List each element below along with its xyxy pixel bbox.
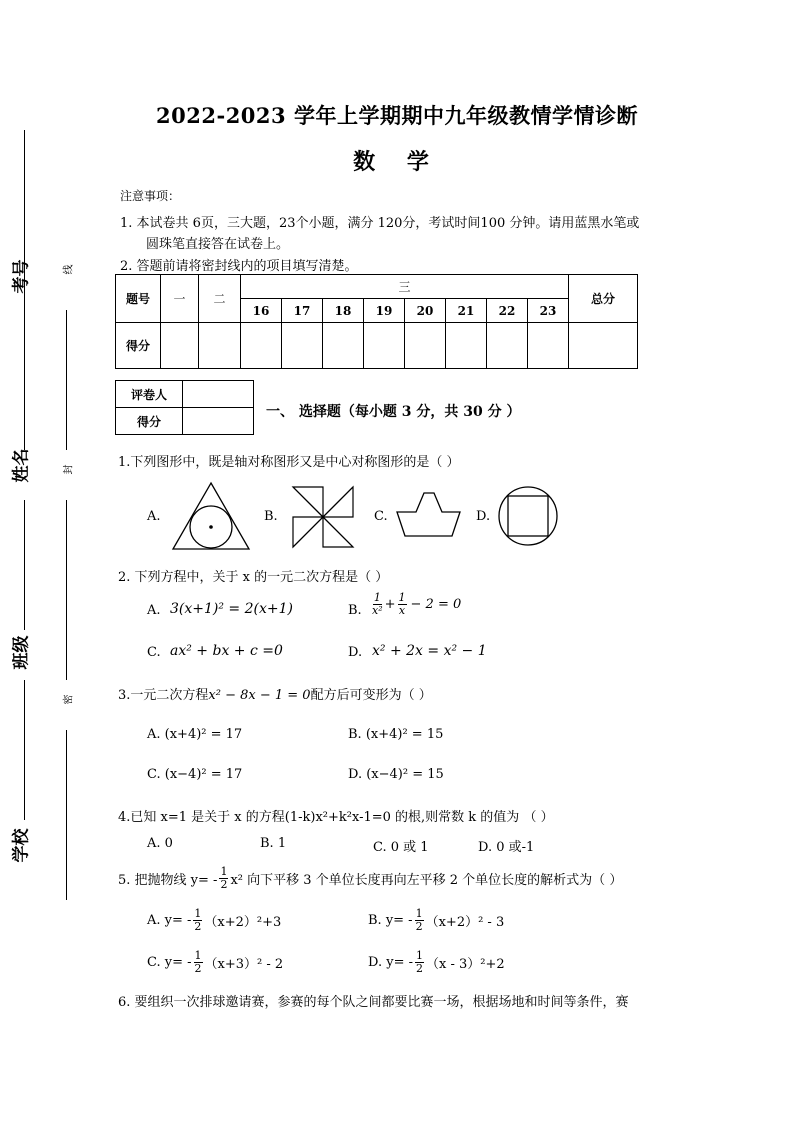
score-col-2: 二 — [199, 275, 241, 323]
q5-opt-c — [147, 950, 283, 975]
q2-opt-a: 3(x+1)² = 2(x+1) — [170, 601, 293, 617]
seal-mark-seal: 封 — [63, 464, 75, 475]
score-table — [115, 274, 638, 369]
score-sub-21: 21 — [446, 299, 487, 323]
score-row-label: 得分 — [116, 323, 161, 369]
score-sub-17: 17 — [282, 299, 323, 323]
q1-figure-c — [394, 490, 464, 540]
q3-opt-d: D. (x−4)² = 15 — [348, 767, 444, 782]
q4-opt-d: D. 0 或-1 — [478, 840, 535, 855]
q1-figure-a — [170, 480, 252, 552]
q4-opt-b: B. 1 — [260, 836, 287, 851]
triangle-shape — [173, 483, 249, 549]
q5-d-num: 1 — [416, 949, 423, 962]
q3-opt-b: B. (x+4)² = 15 — [348, 727, 444, 742]
binding-line-mid1 — [66, 310, 68, 450]
score-cell[interactable] — [569, 323, 638, 369]
q5-b-num: 1 — [415, 907, 423, 920]
q3-stem — [118, 684, 432, 703]
score-cell[interactable] — [282, 323, 323, 369]
binding-line-mid2 — [66, 500, 68, 680]
score-cell[interactable] — [528, 323, 569, 369]
q2-opt-b — [370, 592, 461, 617]
q5-c-post: （x+3）² - 2 — [204, 957, 284, 972]
q2-opt-c-label: C. — [147, 645, 161, 660]
school-label: 学校 — [11, 828, 32, 863]
score-sub-20: 20 — [405, 299, 446, 323]
grader-score-cell[interactable] — [183, 408, 254, 435]
center-dot — [209, 525, 213, 529]
score-cell[interactable] — [487, 323, 528, 369]
score-row-header: 题号 — [116, 275, 161, 323]
grader-score-label: 得分 — [116, 408, 183, 435]
seal-mark-line: 线 — [63, 264, 75, 275]
note-1: 1. 本试卷共 6页，三大题，23个小题，满分 120分，考试时间100 分钟。请用蓝黑水笔或 — [120, 216, 640, 231]
q6-stem: 6. 要组织一次排球邀请赛，参赛的每个队之间都要比赛一场，根据场地和时间等条件，赛 — [118, 995, 629, 1010]
q1-figure-d — [496, 484, 560, 548]
score-cell[interactable] — [405, 323, 446, 369]
square-shape — [508, 496, 548, 536]
q5-opt-a — [147, 908, 281, 933]
q2-b-plus: + — [384, 597, 396, 612]
section-1-title: 一、 选择题（每小题 3 分，共 30 分 ） — [266, 404, 521, 420]
q2-b-den1: x² — [372, 604, 383, 617]
q3-stem-post: 配方后可变形为（ ） — [310, 688, 432, 703]
score-sub-19: 19 — [364, 299, 405, 323]
q4-stem: 4.已知 x=1 是关于 x 的方程(1-k)x²+k²x-1=0 的根,则常数 k 的值为 （ ） — [118, 810, 554, 825]
q5-a-post: （x+2）²+3 — [204, 915, 282, 930]
binding-line-bot — [66, 730, 68, 900]
q3-opt-a: A. (x+4)² = 17 — [147, 727, 243, 742]
q2-b-num2: 1 — [398, 591, 406, 604]
q1-opt-c: C. — [374, 509, 388, 524]
score-col-3: 三 — [241, 275, 569, 299]
score-sub-23: 23 — [528, 299, 569, 323]
q2-b-den2: x — [398, 604, 406, 617]
subject-title: 数 学 — [353, 149, 441, 175]
score-cell[interactable] — [364, 323, 405, 369]
q4-opt-a: A. 0 — [147, 836, 173, 851]
q5-a-den: 2 — [194, 920, 202, 933]
score-cell[interactable] — [446, 323, 487, 369]
note-2: 2. 答题前请将密封线内的项目填写清楚。 — [120, 259, 358, 274]
q2-opt-c: ax² + bx + c =0 — [170, 643, 283, 659]
q5-c-label: C. y= - — [147, 955, 192, 970]
q5-opt-b — [368, 908, 504, 933]
q5-b-post: （x+2）² - 3 — [425, 915, 505, 930]
q5-a-num: 1 — [194, 907, 202, 920]
q1-opt-d: D. — [476, 509, 491, 524]
q2-opt-d: x² + 2x = x² − 1 — [372, 643, 487, 659]
class-label: 班级 — [11, 635, 32, 670]
score-sub-22: 22 — [487, 299, 528, 323]
name-label: 姓名 — [11, 448, 32, 483]
q5-den: 2 — [220, 878, 228, 891]
q2-opt-b-label: B. — [348, 603, 362, 618]
boat-shape — [397, 493, 460, 536]
seal-mark-dense: 密 — [63, 694, 75, 705]
score-total: 总分 — [569, 275, 638, 323]
q2-opt-a-label: A. — [147, 603, 161, 618]
blank-line-3 — [24, 680, 26, 820]
q2-b-rest: − 2 = 0 — [410, 597, 462, 612]
grader-reviewer-cell[interactable] — [183, 381, 254, 408]
q5-c-den: 2 — [194, 962, 202, 975]
q5-opt-d — [368, 950, 505, 975]
score-cell[interactable] — [241, 323, 282, 369]
q5-b-label: B. y= - — [368, 913, 413, 928]
exam-number-label: 考号 — [11, 259, 32, 294]
q5-stem-post: x² 向下平移 3 个单位长度再向左平移 2 个单位长度的解析式为（ ） — [230, 873, 623, 888]
q3-opt-c: C. (x−4)² = 17 — [147, 767, 243, 782]
score-cell[interactable] — [199, 323, 241, 369]
q2-stem: 2. 下列方程中，关于 x 的一元二次方程是（ ） — [118, 570, 389, 585]
q1-figure-b — [290, 484, 356, 550]
q1-opt-a: A. — [147, 509, 161, 524]
q5-d-den: 2 — [416, 962, 423, 975]
notes-heading: 注意事项： — [120, 189, 181, 203]
q3-stem-eq: x² − 8x − 1 = 0 — [208, 688, 311, 703]
q5-a-label: A. y= - — [147, 913, 192, 928]
blank-line-1 — [24, 310, 26, 450]
blank-line-2 — [24, 500, 26, 630]
score-cell[interactable] — [161, 323, 199, 369]
q2-opt-d-label: D. — [348, 645, 363, 660]
q2-b-num1: 1 — [373, 591, 381, 604]
q5-stem-pre: 5. 把抛物线 y= - — [118, 873, 218, 888]
page-title: 2022-2023 学年上学期期中九年级教情学情诊断 — [156, 103, 638, 128]
grader-reviewer-label: 评卷人 — [116, 381, 183, 408]
score-sub-16: 16 — [241, 299, 282, 323]
note-1-cont: 圆珠笔直接答在试卷上。 — [146, 237, 290, 252]
q5-stem — [118, 866, 622, 891]
q1-stem: 1.下列图形中，既是轴对称图形又是中心对称图形的是（ ） — [118, 455, 460, 470]
q5-d-post: （x - 3）²+2 — [426, 957, 505, 972]
q5-b-den: 2 — [415, 920, 423, 933]
score-cell[interactable] — [323, 323, 364, 369]
q5-c-num: 1 — [194, 949, 202, 962]
score-sub-18: 18 — [323, 299, 364, 323]
q5-d-label: D. y= - — [368, 955, 413, 970]
q4-opt-c: C. 0 或 1 — [373, 840, 429, 855]
grader-table — [115, 380, 254, 435]
score-col-1: 一 — [161, 275, 199, 323]
q5-num: 1 — [220, 865, 228, 878]
q3-stem-pre: 3.一元二次方程 — [118, 688, 209, 703]
q1-opt-b: B. — [264, 509, 278, 524]
